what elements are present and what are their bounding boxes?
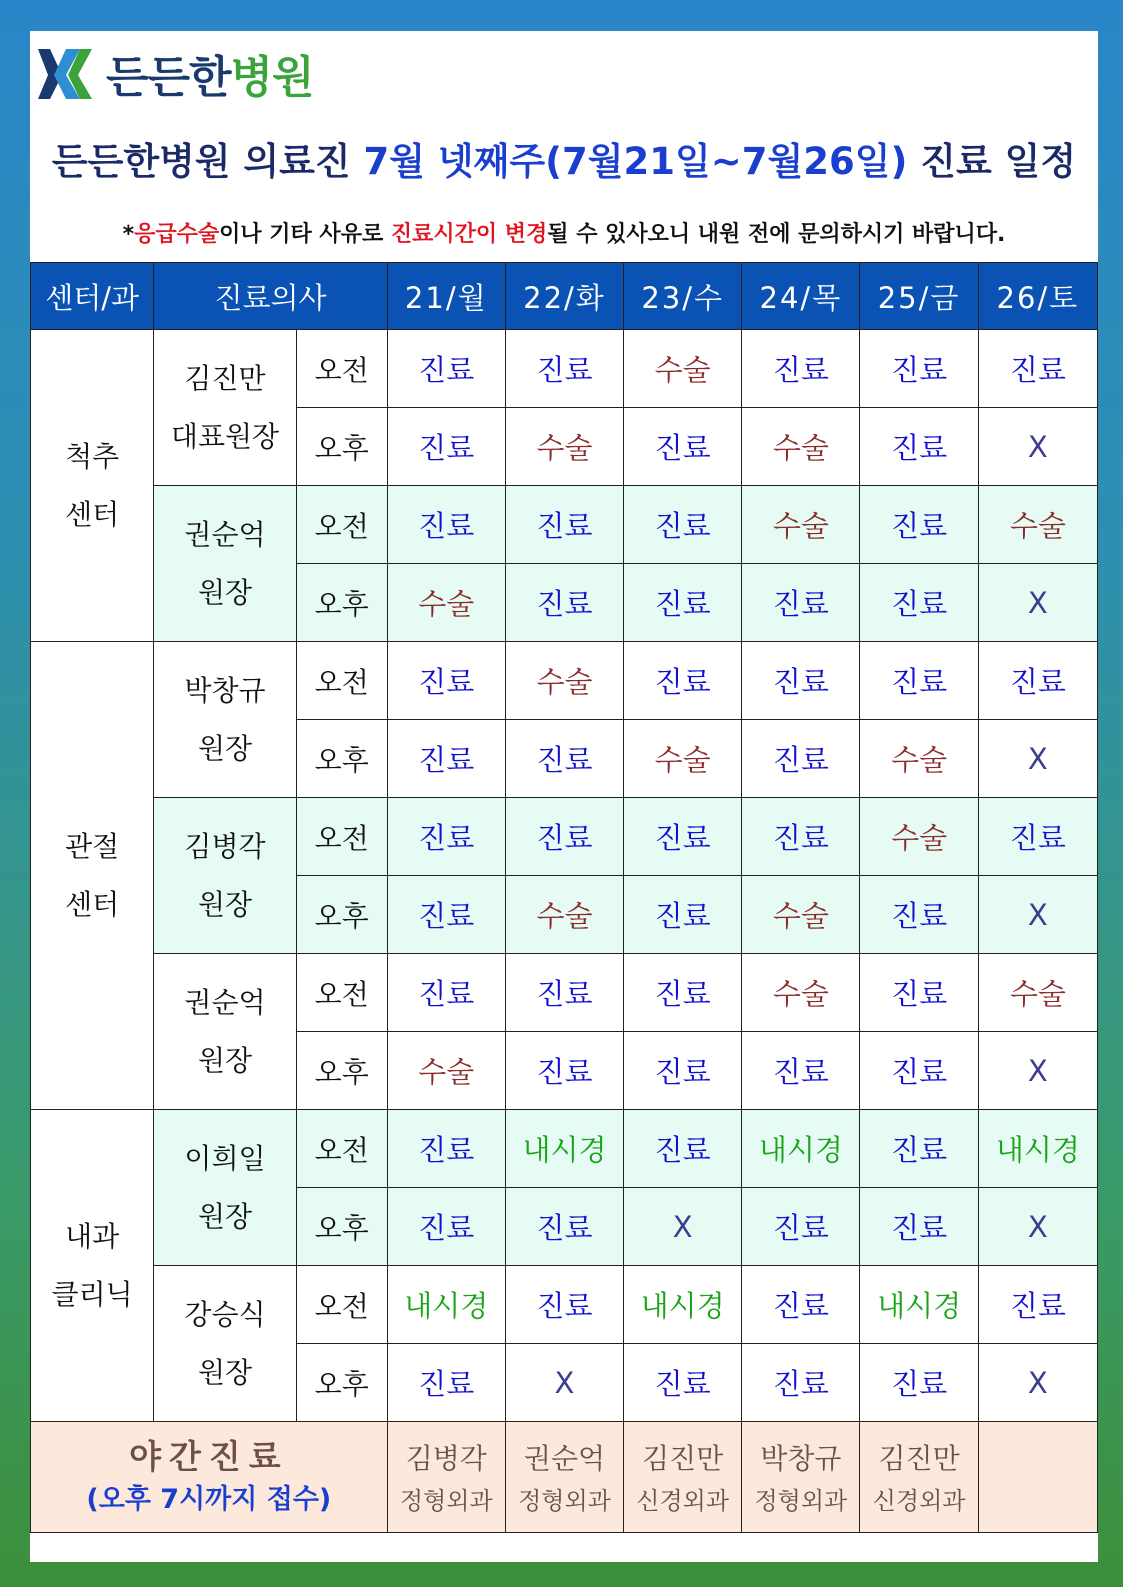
schedule-cell: 진료: [624, 642, 742, 720]
schedule-cell: X: [978, 564, 1097, 642]
schedule-row: [31, 798, 1098, 876]
schedule-cell: 진료: [624, 876, 742, 954]
am-label: 오전: [296, 642, 387, 720]
schedule-cell: 진료: [860, 642, 978, 720]
schedule-sheet: [30, 31, 1098, 1562]
page-title: 든든한병원 의료진 7월 넷째주(7월21일~7월26일) 진료 일정: [51, 140, 1077, 183]
hospital-logo-text: 든든한병원: [106, 52, 314, 103]
schedule-cell: 수술: [505, 876, 623, 954]
schedule-cell: 진료: [860, 564, 978, 642]
night-clinic-row: [31, 1422, 1098, 1533]
schedule-cell: 진료: [624, 564, 742, 642]
schedule-cell: 진료: [978, 330, 1097, 408]
night-doctor: [978, 1422, 1097, 1533]
am-label: 오전: [296, 798, 387, 876]
schedule-cell: 내시경: [860, 1266, 978, 1344]
schedule-cell: X: [978, 876, 1097, 954]
schedule-cell: 수술: [860, 720, 978, 798]
am-label: 오전: [296, 954, 387, 1032]
schedule-cell: 수술: [978, 954, 1097, 1032]
schedule-table: [30, 262, 1098, 1533]
schedule-cell: 진료: [860, 486, 978, 564]
schedule-cell: 진료: [860, 876, 978, 954]
schedule-cell: 진료: [387, 330, 505, 408]
schedule-cell: 진료: [505, 1032, 623, 1110]
schedule-cell: 수술: [742, 954, 860, 1032]
schedule-cell: 진료: [387, 798, 505, 876]
pm-label: 오후: [296, 564, 387, 642]
pm-label: 오후: [296, 1344, 387, 1422]
schedule-cell: 수술: [860, 798, 978, 876]
schedule-cell: 내시경: [978, 1110, 1097, 1188]
night-doctor: 김병각 정형외과: [387, 1422, 505, 1533]
schedule-row: [31, 954, 1098, 1032]
schedule-cell: 진료: [742, 1344, 860, 1422]
schedule-cell: X: [978, 1032, 1097, 1110]
schedule-cell: 진료: [505, 330, 623, 408]
schedule-cell: 진료: [505, 720, 623, 798]
schedule-cell: 진료: [624, 1032, 742, 1110]
schedule-cell: X: [978, 720, 1097, 798]
schedule-cell: 진료: [624, 954, 742, 1032]
schedule-row: [31, 330, 1098, 408]
schedule-cell: 진료: [387, 408, 505, 486]
schedule-cell: 진료: [978, 642, 1097, 720]
hospital-logo-icon: [36, 45, 94, 101]
am-label: 오전: [296, 486, 387, 564]
schedule-cell: 진료: [387, 954, 505, 1032]
schedule-cell: 진료: [860, 408, 978, 486]
schedule-cell: 진료: [860, 1344, 978, 1422]
pm-label: 오후: [296, 408, 387, 486]
night-doctor: 박창규 정형외과: [742, 1422, 860, 1533]
schedule-cell: 진료: [860, 330, 978, 408]
doctor-name: 김진만 대표원장: [154, 330, 296, 486]
schedule-cell: 진료: [505, 1188, 623, 1266]
center-name: 내과 클리닉: [31, 1110, 154, 1422]
schedule-cell: 진료: [624, 486, 742, 564]
pm-label: 오후: [296, 876, 387, 954]
schedule-cell: X: [978, 408, 1097, 486]
schedule-cell: 진료: [742, 564, 860, 642]
center-name: 척추 센터: [31, 330, 154, 642]
schedule-cell: 진료: [860, 1110, 978, 1188]
schedule-row: [31, 642, 1098, 720]
doctor-name: 강승식 원장: [154, 1266, 296, 1422]
doctor-name: 이희일 원장: [154, 1110, 296, 1266]
schedule-cell: 내시경: [742, 1110, 860, 1188]
schedule-cell: 진료: [505, 486, 623, 564]
schedule-cell: 진료: [742, 1188, 860, 1266]
schedule-cell: 진료: [742, 1032, 860, 1110]
schedule-cell: 진료: [387, 1344, 505, 1422]
schedule-cell: X: [505, 1344, 623, 1422]
schedule-cell: 진료: [860, 1188, 978, 1266]
schedule-cell: 진료: [505, 1266, 623, 1344]
schedule-cell: X: [624, 1188, 742, 1266]
pm-label: 오후: [296, 1032, 387, 1110]
schedule-cell: 진료: [505, 564, 623, 642]
night-doctor: 김진만 신경외과: [860, 1422, 978, 1533]
schedule-cell: 진료: [742, 720, 860, 798]
schedule-cell: 내시경: [624, 1266, 742, 1344]
doctor-name: 김병각 원장: [154, 798, 296, 954]
doctor-name: 권순억 원장: [154, 954, 296, 1110]
schedule-cell: 수술: [742, 408, 860, 486]
schedule-row: [31, 486, 1098, 564]
table-header-row: [31, 263, 1098, 330]
doctor-name: 권순억 원장: [154, 486, 296, 642]
schedule-cell: 진료: [860, 1032, 978, 1110]
schedule-cell: 수술: [742, 876, 860, 954]
schedule-cell: 진료: [742, 330, 860, 408]
schedule-cell: 수술: [387, 1032, 505, 1110]
header-day: 26/토: [978, 263, 1097, 330]
pm-label: 오후: [296, 1188, 387, 1266]
header-day: 25/금: [860, 263, 978, 330]
header-day: 22/화: [505, 263, 623, 330]
schedule-cell: 진료: [742, 642, 860, 720]
schedule-row: [31, 1266, 1098, 1344]
schedule-cell: 진료: [624, 1344, 742, 1422]
schedule-cell: 수술: [505, 642, 623, 720]
night-clinic-label: 야간진료 (오후 7시까지 접수): [31, 1422, 388, 1533]
schedule-cell: 진료: [505, 798, 623, 876]
am-label: 오전: [296, 1110, 387, 1188]
header-day: 24/목: [742, 263, 860, 330]
header-day: 23/수: [624, 263, 742, 330]
schedule-cell: 수술: [387, 564, 505, 642]
pm-label: 오후: [296, 720, 387, 798]
schedule-cell: X: [978, 1344, 1097, 1422]
schedule-cell: 진료: [978, 798, 1097, 876]
am-label: 오전: [296, 1266, 387, 1344]
header-day: 21/월: [387, 263, 505, 330]
schedule-cell: 수술: [624, 330, 742, 408]
schedule-cell: 진료: [387, 486, 505, 564]
header-doctor: 진료의사: [154, 263, 387, 330]
doctor-name: 박창규 원장: [154, 642, 296, 798]
schedule-row: [31, 1110, 1098, 1188]
schedule-cell: 수술: [742, 486, 860, 564]
night-doctor: 김진만 신경외과: [624, 1422, 742, 1533]
schedule-change-notice: *응급수술이나 기타 사유로 진료시간이 변경될 수 있사오니 내원 전에 문의하시기 바랍니다.: [122, 222, 1006, 247]
schedule-cell: 진료: [387, 1110, 505, 1188]
schedule-cell: 진료: [624, 798, 742, 876]
schedule-cell: 수술: [978, 486, 1097, 564]
schedule-cell: 진료: [505, 954, 623, 1032]
schedule-cell: 진료: [742, 1266, 860, 1344]
am-label: 오전: [296, 330, 387, 408]
schedule-cell: 진료: [387, 876, 505, 954]
schedule-cell: 수술: [624, 720, 742, 798]
hospital-logo: [36, 45, 314, 101]
schedule-cell: 내시경: [505, 1110, 623, 1188]
schedule-cell: 진료: [742, 798, 860, 876]
schedule-cell: 진료: [387, 1188, 505, 1266]
schedule-cell: X: [978, 1188, 1097, 1266]
schedule-cell: 진료: [624, 1110, 742, 1188]
schedule-cell: 진료: [387, 720, 505, 798]
schedule-cell: 수술: [505, 408, 623, 486]
night-doctor: 권순억 정형외과: [505, 1422, 623, 1533]
schedule-cell: 진료: [624, 408, 742, 486]
schedule-cell: 진료: [978, 1266, 1097, 1344]
header-center: 센터/과: [31, 263, 154, 330]
schedule-cell: 진료: [387, 642, 505, 720]
schedule-cell: 진료: [860, 954, 978, 1032]
center-name: 관절 센터: [31, 642, 154, 1110]
schedule-cell: 내시경: [387, 1266, 505, 1344]
